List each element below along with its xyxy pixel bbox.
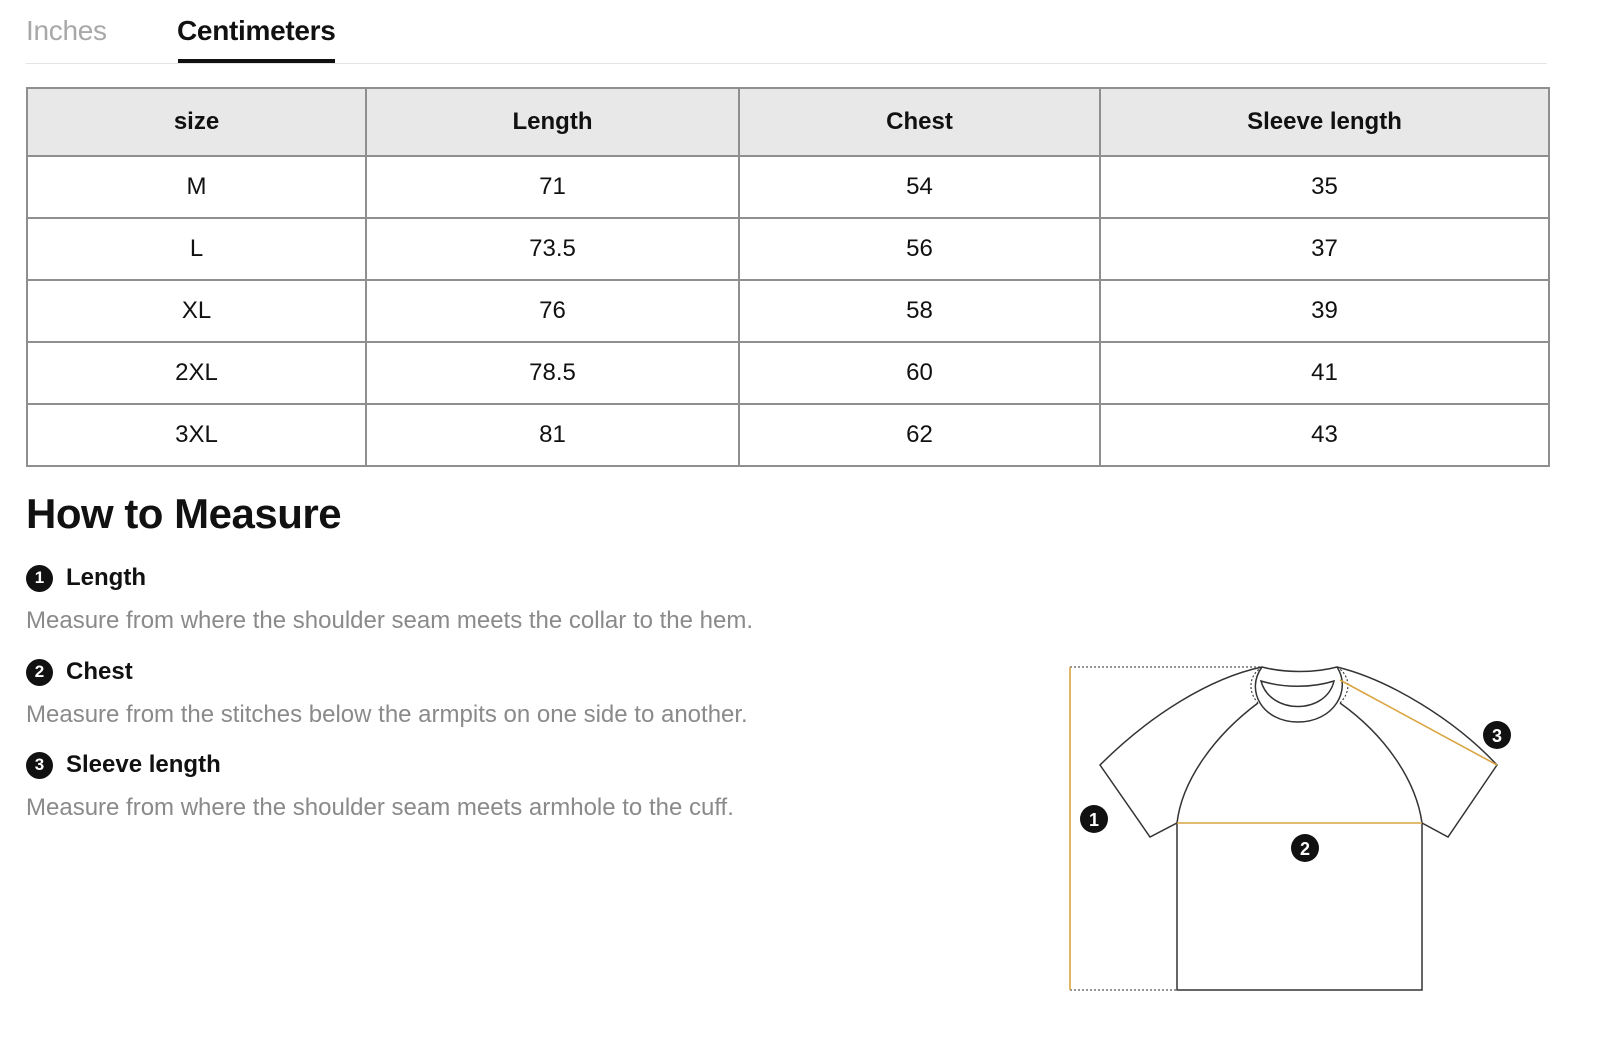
header-chest: Chest xyxy=(739,88,1100,156)
cell-length: 73.5 xyxy=(366,218,739,280)
table-row xyxy=(27,280,1549,342)
cell-size: M xyxy=(27,156,366,218)
marker-label: 2 xyxy=(1299,839,1311,859)
step-description: Measure from where the shoulder seam meets the collar to the hem. xyxy=(26,607,754,634)
header-size: size xyxy=(27,88,366,156)
measure-step-sleeve-length xyxy=(26,750,734,821)
step-description: Measure from where the shoulder seam meets armhole to the cuff. xyxy=(26,794,734,821)
cell-sleeve-length: 43 xyxy=(1100,404,1549,466)
cell-length: 71 xyxy=(366,156,739,218)
step-description: Measure from the stitches below the armpits on one side to another. xyxy=(26,701,748,728)
header-length: Length xyxy=(366,88,739,156)
tab-centimeters[interactable]: Centimeters xyxy=(177,15,336,46)
cell-length: 81 xyxy=(366,404,739,466)
table-row xyxy=(27,404,1549,466)
table-row xyxy=(27,218,1549,280)
step-title: Length xyxy=(66,564,146,591)
cell-size: XL xyxy=(27,280,366,342)
step-number-badge: 1 xyxy=(26,565,53,592)
active-tab-indicator xyxy=(178,59,335,63)
cell-sleeve-length: 37 xyxy=(1100,218,1549,280)
size-chart-table xyxy=(26,87,1550,467)
marker-1 xyxy=(1080,805,1108,833)
table-header-row xyxy=(27,88,1549,156)
cell-size: L xyxy=(27,218,366,280)
tshirt-measurement-diagram xyxy=(1060,655,1520,1000)
cell-size: 3XL xyxy=(27,404,366,466)
tab-inches[interactable]: Inches xyxy=(26,15,107,46)
marker-2 xyxy=(1291,834,1319,862)
cell-chest: 58 xyxy=(739,280,1100,342)
step-title: Sleeve length xyxy=(66,751,221,778)
marker-label: 1 xyxy=(1088,810,1100,830)
cell-chest: 54 xyxy=(739,156,1100,218)
step-number-badge: 2 xyxy=(26,659,53,686)
header-sleeve-length: Sleeve length xyxy=(1100,88,1549,156)
table-row xyxy=(27,342,1549,404)
how-to-measure-heading: How to Measure xyxy=(26,490,342,537)
cell-sleeve-length: 35 xyxy=(1100,156,1549,218)
cell-length: 78.5 xyxy=(366,342,739,404)
step-title: Chest xyxy=(66,658,133,685)
unit-tabs xyxy=(26,0,1547,64)
marker-3 xyxy=(1483,721,1511,749)
tshirt-outline xyxy=(1100,667,1497,990)
step-number-badge: 3 xyxy=(26,752,53,779)
cell-chest: 62 xyxy=(739,404,1100,466)
cell-sleeve-length: 41 xyxy=(1100,342,1549,404)
cell-chest: 56 xyxy=(739,218,1100,280)
cell-length: 76 xyxy=(366,280,739,342)
cell-size: 2XL xyxy=(27,342,366,404)
marker-label: 3 xyxy=(1491,726,1503,746)
cell-sleeve-length: 39 xyxy=(1100,280,1549,342)
measure-step-length xyxy=(26,563,754,634)
table-row xyxy=(27,156,1549,218)
cell-chest: 60 xyxy=(739,342,1100,404)
measure-step-chest xyxy=(26,657,748,728)
